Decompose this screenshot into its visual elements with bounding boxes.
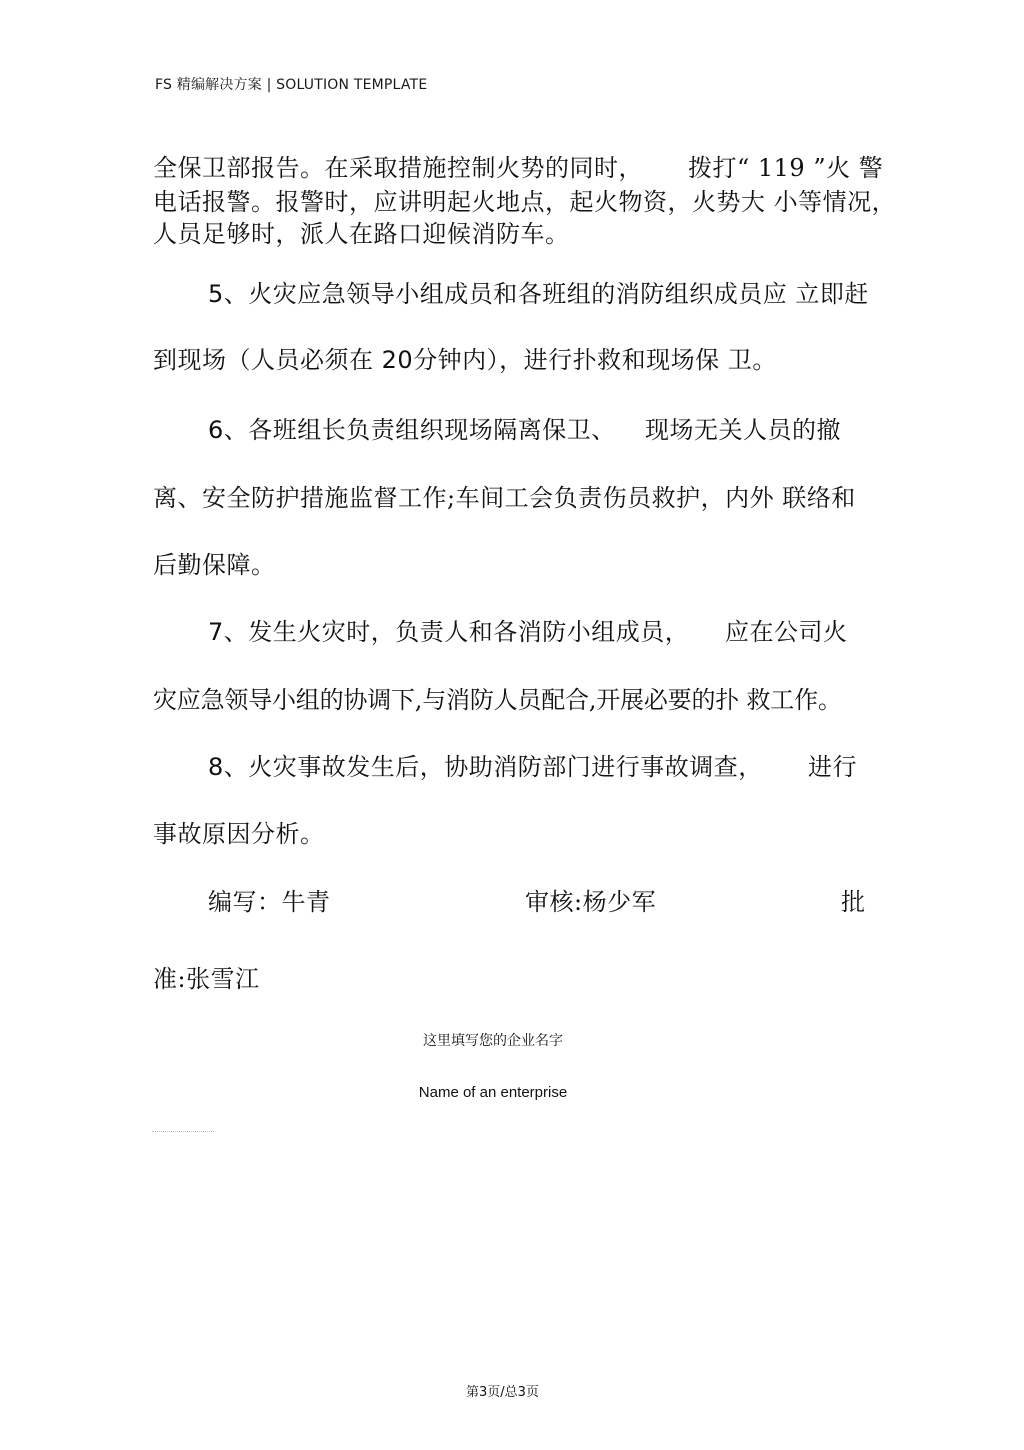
paragraph-5-line-1-text: 、火灾应急领导小组成员和各班组的消防组织成员应 立即赶 [223, 280, 869, 308]
company-name-en: Name of an enterprise [418, 1084, 568, 1101]
paragraph-8-line-1-b: 进行 [808, 753, 857, 781]
paragraph-7-number: 7 [208, 618, 224, 646]
paragraph-intro-line-2: 电话报警。报警时，应讲明起火地点，起火物资，火势大 小等情况， [153, 188, 897, 216]
paragraph-6-line-2: 离、安全防护措施监督工作;车间工会负责伤员救护，内外 联络和 [153, 484, 856, 512]
company-name-cn: 这里填写您的企业名字 [423, 1033, 563, 1049]
paragraph-intro-line-1a: 全保卫部报告。在采取措施控制火势的同时， [153, 154, 643, 182]
document-header: FS 精编解决方案 | SOLUTION TEMPLATE [155, 77, 428, 93]
signature-reviewer: 审核:杨少军 [525, 888, 657, 916]
paragraph-5-line-1 [208, 278, 869, 310]
paragraph-8-number: 8 [208, 753, 224, 781]
paragraph-8-line-1 [208, 751, 763, 783]
signature-approver-end: 准:张雪江 [153, 965, 260, 993]
paragraph-6-line-1-a: 、各班组长负责组织现场隔离保卫、 [223, 416, 616, 444]
paragraph-8-line-1-a: 、火灾事故发生后，协助消防部门进行事故调查， [223, 753, 763, 781]
paragraph-7-line-1-b: 应在公司火 [725, 618, 848, 646]
page-number: 第3页/总3页 [466, 1385, 539, 1400]
signature-approver-start: 批 [841, 888, 866, 916]
paragraph-5-number: 5 [208, 280, 224, 308]
paragraph-5-line-2-number: 20 [381, 346, 414, 374]
paragraph-7-line-1-a: 、发生火灾时，负责人和各消防小组成员， [223, 618, 690, 646]
paragraph-8-line-2: 事故原因分析。 [153, 820, 325, 848]
paragraph-intro-line-3: 人员足够时，派人在路口迎候消防车。 [153, 220, 570, 248]
divider [152, 1131, 214, 1132]
paragraph-7-line-2: 灾应急领导小组的协调下,与消防人员配合,开展必要的扑 救工作。 [153, 686, 842, 714]
paragraph-5-line-2 [153, 344, 777, 376]
paragraph-6-line-3: 后勤保障。 [153, 551, 276, 579]
paragraph-6-line-1-b: 现场无关人员的撤 [645, 416, 841, 444]
paragraph-6-number: 6 [208, 416, 224, 444]
paragraph-intro-line-1b: 拨打“ 119 ”火 警 [688, 154, 884, 182]
paragraph-5-line-2-a: 到现场（人员必须在 [153, 346, 382, 374]
paragraph-7-line-1 [208, 616, 689, 648]
paragraph-6-line-1 [208, 414, 616, 446]
paragraph-5-line-2-b: 分钟内），进行扑救和现场保 卫。 [413, 346, 777, 374]
signature-writer: 编写：牛青 [208, 888, 331, 916]
